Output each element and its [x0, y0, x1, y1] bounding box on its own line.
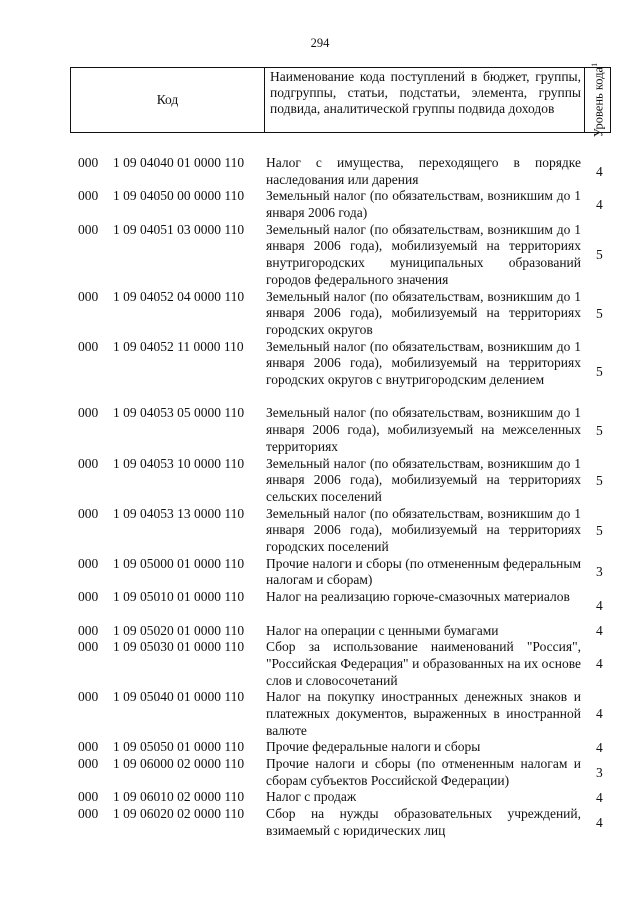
- row-name: Налог на операции с ценными бумагами: [266, 622, 499, 638]
- row-income-code: 1 09 04040 01 0000 110: [113, 155, 245, 170]
- row-admin-code: 000: [78, 155, 99, 170]
- row-income-code: 1 09 04053 05 0000 110: [113, 405, 245, 421]
- table-row: [0, 806, 640, 839]
- row-level: 3: [596, 564, 603, 580]
- row-income-code: 1 09 05000 01 0000 110: [113, 555, 245, 571]
- row-income-code: 1 09 06010 02 0000 110: [113, 789, 245, 805]
- row-admin-code: 000: [78, 188, 99, 204]
- header-level-label: Уровень кода: [591, 66, 606, 138]
- row-name: Земельный налог (по обязательствам, возникшим до 1 января 2006 года), мобилизуемый на территориях городских округов с внутригородским делением: [266, 338, 581, 388]
- row-level: 4: [596, 739, 603, 755]
- page-number: 294: [310, 36, 330, 50]
- row-income-code: 1 09 04053 13 0000 110: [113, 505, 245, 521]
- row-name: Налог на покупку иностранных денежных знаков и платежных документов, выраженных в иностранной валюте: [266, 689, 581, 738]
- table-row: [0, 188, 640, 221]
- row-admin-code: 000: [78, 689, 99, 705]
- row-income-code: 1 09 04052 11 0000 110: [113, 338, 244, 354]
- row-income-code: 1 09 05040 01 0000 110: [113, 689, 245, 705]
- row-admin-code: 000: [78, 505, 99, 521]
- row-admin-code: 000: [78, 806, 99, 822]
- table-row: [0, 289, 640, 339]
- row-level: 5: [596, 522, 603, 538]
- row-income-code: 1 09 04050 00 0000 110: [113, 188, 245, 204]
- row-name: Прочие налоги и сборы (по отмененным федеральным налогам и сборам): [266, 555, 581, 588]
- row-level: 4: [596, 789, 603, 805]
- row-income-code: 1 09 05020 01 0000 110: [113, 622, 245, 638]
- row-name: Земельный налог (по обязательствам, возникшим до 1 января 2006 года), мобилизуемый на межселенных территориях: [266, 405, 581, 454]
- table-row: [0, 756, 640, 789]
- table-row: [0, 739, 640, 756]
- row-level: 4: [596, 622, 603, 638]
- row-level: 5: [596, 305, 603, 321]
- row-level: 4: [596, 597, 603, 613]
- table-row: [0, 506, 640, 556]
- table-row: [0, 155, 640, 188]
- row-level: 5: [596, 422, 603, 438]
- table-row: [0, 556, 640, 589]
- header-level-footnote: 1: [589, 62, 599, 67]
- row-level: 4: [596, 814, 603, 830]
- row-admin-code: 000: [78, 405, 99, 421]
- table-header: [70, 62, 611, 138]
- row-income-code: 1 09 04051 03 0000 110: [113, 221, 245, 237]
- row-level: 3: [596, 764, 603, 780]
- row-name: Земельный налог (по обязательствам, возникшим до 1 января 2006 года), мобилизуемый на территориях городских округов: [266, 288, 581, 337]
- row-level: 4: [596, 197, 603, 213]
- row-level: 4: [596, 706, 603, 722]
- row-name: Сбор за использование наименований "Россия", "Российская Федерация" и образованных на их основе слов и словосочетаний: [266, 639, 581, 688]
- row-name: Налог с имущества, переходящего в порядке наследования или дарения: [266, 155, 581, 187]
- row-name: Земельный налог (по обязательствам, возникшим до 1 января 2006 года), мобилизуемый на территориях сельских поселений: [266, 455, 581, 504]
- row-name: Налог с продаж: [266, 789, 357, 805]
- row-admin-code: 000: [78, 739, 99, 755]
- table-body: [0, 155, 640, 840]
- row-income-code: 1 09 06000 02 0000 110: [113, 756, 245, 772]
- table-row: [0, 405, 640, 455]
- row-admin-code: 000: [78, 639, 99, 655]
- row-name: Земельный налог (по обязательствам, возникшим до 1 января 2006 года), мобилизуемый на территориях внутригородских муниципальных образований городов федерального значения: [266, 221, 581, 287]
- table-row: [0, 456, 640, 506]
- table-row: [0, 639, 640, 689]
- row-admin-code: 000: [78, 622, 99, 638]
- row-level: 4: [596, 656, 603, 672]
- row-level: 5: [596, 364, 603, 380]
- row-admin-code: 000: [78, 789, 99, 805]
- row-income-code: 1 09 06020 02 0000 110: [113, 806, 245, 822]
- header-code: Код: [71, 68, 265, 132]
- row-admin-code: 000: [78, 756, 99, 772]
- header-name: Наименование кода поступлений в бюджет, группы, подгруппы, статьи, подстатьи, элемента, группы подвида, аналитической группы подвида доходов: [265, 68, 585, 132]
- table-row: [0, 689, 640, 739]
- table-row: [0, 789, 640, 806]
- row-admin-code: 000: [78, 589, 99, 605]
- header-level: [586, 62, 610, 138]
- row-name: Земельный налог (по обязательствам, возникшим до 1 января 2006 года), мобилизуемый на территориях городских поселений: [266, 505, 581, 555]
- row-admin-code: 000: [78, 338, 99, 354]
- table-row: [0, 339, 640, 406]
- row-income-code: 1 09 05010 01 0000 110: [113, 589, 245, 605]
- row-name: Прочие налоги и сборы (по отмененным налогам и сборам субъектов Российской Федерации): [266, 756, 581, 788]
- row-income-code: 1 09 04052 04 0000 110: [113, 288, 245, 304]
- row-income-code: 1 09 05030 01 0000 110: [113, 639, 245, 655]
- row-admin-code: 000: [78, 221, 99, 237]
- row-name: Сбор на нужды образовательных учреждений, взимаемый с юридических лиц: [266, 806, 581, 838]
- row-name: Земельный налог (по обязательствам, возникшим до 1 января 2006 года): [266, 188, 581, 221]
- row-level: 5: [596, 247, 603, 263]
- table-row: [0, 589, 640, 622]
- row-admin-code: 000: [78, 455, 99, 471]
- row-income-code: 1 09 04053 10 0000 110: [113, 455, 245, 471]
- row-level: 4: [596, 163, 603, 179]
- row-admin-code: 000: [78, 555, 99, 571]
- row-income-code: 1 09 05050 01 0000 110: [113, 739, 245, 755]
- row-name: Налог на реализацию горюче-смазочных материалов: [266, 589, 570, 605]
- row-level: 5: [596, 472, 603, 488]
- row-name: Прочие федеральные налоги и сборы: [266, 739, 481, 755]
- table-row: [0, 222, 640, 289]
- table-row: [0, 623, 640, 640]
- row-admin-code: 000: [78, 288, 99, 304]
